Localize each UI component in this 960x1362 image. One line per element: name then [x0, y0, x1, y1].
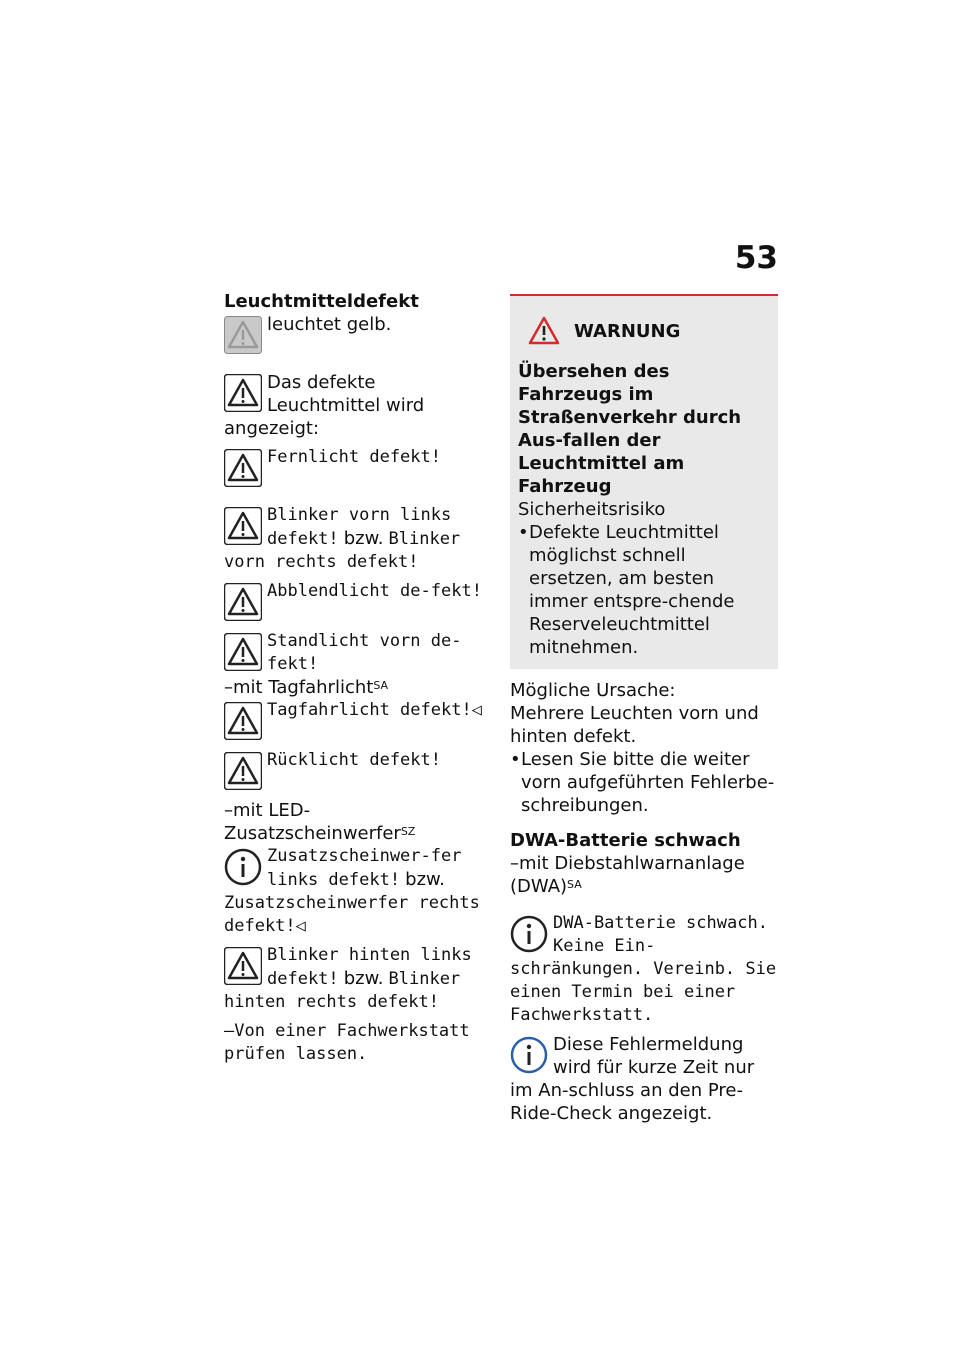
warning-bullet: • Defekte Leuchtmittel möglichst schnell ersetzen, am besten immer entspre-chende Reserveleuchtmittel mitnehmen.	[518, 522, 735, 658]
item-ruecklicht: Rücklicht defekt!	[224, 749, 492, 793]
page-number: 53	[734, 240, 778, 276]
condition-tagfahrlicht: –mit Tagfahrlicht$^{SA}$	[224, 677, 389, 698]
item-leuchtet-gelb: leuchtet gelb.	[224, 313, 492, 357]
warning-triangle-icon	[224, 374, 262, 412]
section-title-dwa: DWA-Batterie schwach	[510, 830, 741, 851]
item-standlicht: Standlicht vorn de-fekt!	[224, 630, 492, 676]
item-defektes-leuchtmittel: Das defekte Leuchtmittel wird angezeigt:	[224, 372, 425, 439]
warning-triangle-icon	[224, 449, 262, 487]
warning-triangle-icon	[224, 583, 262, 621]
item-zusatzscheinwerfer: Zusatzscheinwer-fer links defekt! bzw. Zusatzscheinwerfer rechts defekt!◁	[224, 846, 480, 936]
item-dwa-batterie: DWA-Batterie schwach. Keine Ein-schränkungen. Vereinb. Sie einen Termin bei einer Fachwerkstatt.	[510, 913, 777, 1025]
warning-triangle-yellow-icon	[224, 316, 262, 354]
cause-text: Mehrere Leuchten vorn und hinten defekt.	[510, 703, 759, 747]
warning-triangle-icon	[224, 752, 262, 790]
warning-triangle-red-icon	[528, 316, 560, 346]
cause-label: Mögliche Ursache:	[510, 680, 676, 701]
warning-triangle-icon	[224, 702, 262, 740]
warning-title: Übersehen des Fahrzeugs im Straßenverkehr durch Aus-fallen der Leuchtmittel am Fahrzeug	[518, 361, 742, 497]
warning-triangle-icon	[224, 507, 262, 545]
cause-bullet: • Lesen Sie bitte die weiter vorn aufgeführten Fehlerbe-schreibungen.	[510, 749, 775, 816]
item-blinker-vorn: Blinker vorn links defekt! bzw. Blinker vorn rechts defekt!	[224, 505, 461, 572]
item-abblendlicht: Abblendlicht de-fekt!	[224, 580, 492, 624]
warning-box	[510, 294, 778, 669]
info-icon-blue	[510, 1036, 548, 1074]
warning-triangle-icon	[224, 633, 262, 671]
item-dwa-info: Diese Fehlermeldung wird für kurze Zeit nur im An-schluss an den Pre-Ride-Check angezeigt.	[510, 1034, 755, 1124]
condition-dwa: –mit Diebstahlwarnanlage (DWA)$^{SA}$	[510, 853, 745, 897]
info-icon	[224, 848, 262, 886]
info-icon	[510, 915, 548, 953]
warning-triangle-icon	[224, 947, 262, 985]
warning-risk: Sicherheitsrisiko	[518, 499, 666, 520]
instruction-fachwerkstatt: –Von einer Fachwerkstatt prüfen lassen.	[224, 1021, 470, 1064]
item-blinker-hinten: Blinker hinten links defekt! bzw. Blinker hinten rechts defekt!	[224, 945, 472, 1012]
warning-header: WARNUNG	[518, 316, 770, 346]
item-tagfahrlicht: Tagfahrlicht defekt!◁	[224, 699, 492, 743]
right-column	[510, 294, 778, 1125]
condition-led-zusatzscheinwerfer: –mit LED-Zusatzscheinwerfer$^{SZ}$	[224, 800, 416, 844]
left-column	[224, 290, 492, 1066]
section-title-leuchtmitteldefekt: Leuchtmitteldefekt	[224, 291, 419, 312]
item-fernlicht: Fernlicht defekt!	[224, 446, 492, 490]
